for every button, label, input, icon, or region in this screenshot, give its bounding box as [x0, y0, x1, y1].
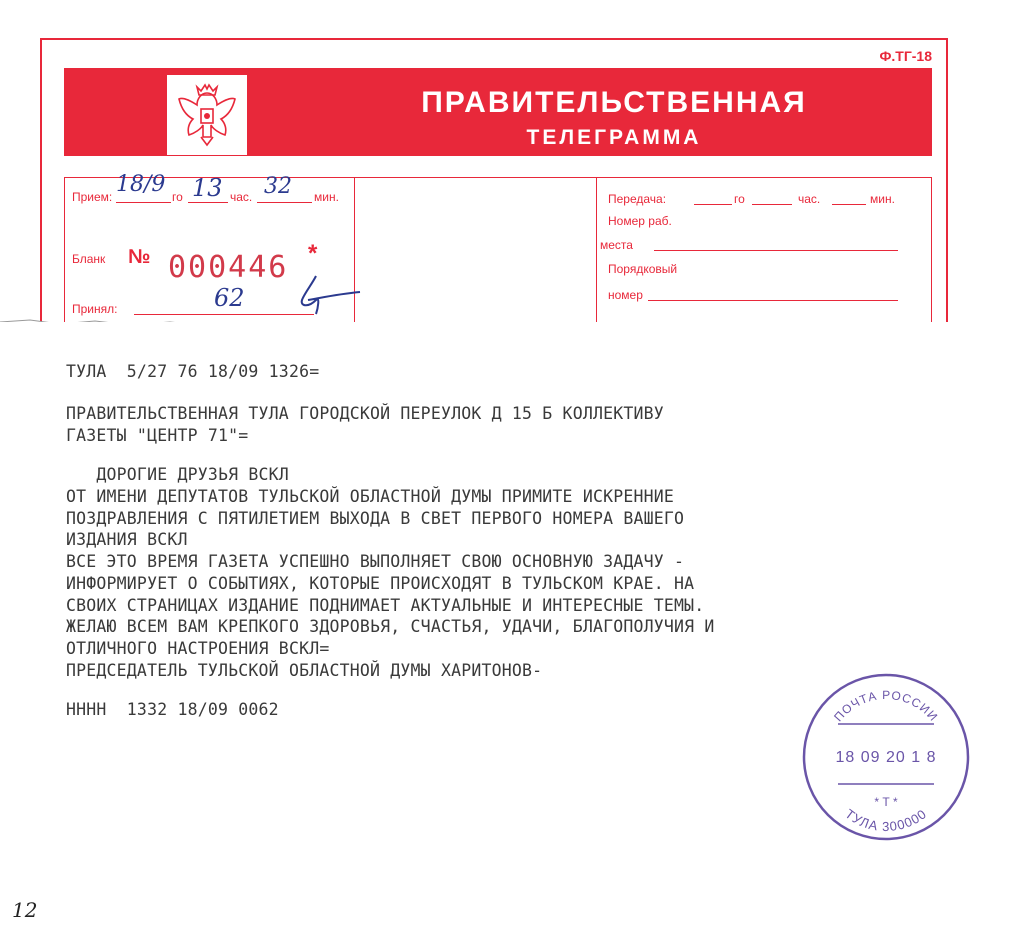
peredacha-go-label: го	[734, 192, 745, 206]
handwritten-page-number: 12	[12, 898, 38, 922]
telegram-line-body-1: ОТ ИМЕНИ ДЕПУТАТОВ ТУЛЬСКОЙ ОБЛАСТНОЙ ДУМЫ ПРИМИТЕ ИСКРЕННИЕ	[66, 487, 675, 506]
svg-text:ПОЧТА РОССИИ	[831, 688, 941, 724]
mesta-label: места	[600, 238, 633, 252]
telegram-line-body-5: ИНФОРМИРУЕТ О СОБЫТИЯХ, КОТОРЫЕ ПРОИСХОДЯТ В ТУЛЬСКОМ КРАЕ. НА	[66, 574, 695, 593]
form-code: Ф.ТГ-18	[879, 48, 932, 64]
nomer-rab-label: Номер раб.	[608, 214, 672, 228]
stamp-top-text: ПОЧТА РОССИИ	[831, 687, 941, 725]
priem-min-line	[257, 202, 312, 203]
telegram-line-signature: ПРЕДСЕДАТЕЛЬ ТУЛЬСКОЙ ОБЛАСТНОЙ ДУМЫ ХАРИТОНОВ-	[66, 661, 543, 680]
peredacha-label: Передача:	[608, 192, 667, 206]
priem-chas-label: час.	[230, 190, 253, 204]
form-title: ПРАВИТЕЛЬСТВЕННАЯ	[421, 86, 807, 119]
handwritten-priem-date: 18/9	[116, 172, 166, 197]
priem-date-line	[116, 202, 171, 203]
handwritten-priem-min: 32	[264, 174, 292, 199]
telegram-line-address-2: ГАЗЕТЫ "ЦЕНТР 71"=	[66, 426, 249, 445]
telegram-line-body-3: ИЗДАНИЯ ВСКЛ	[66, 530, 188, 549]
priem-go-label: го	[172, 190, 183, 204]
peredacha-date-line	[694, 204, 732, 205]
blank-number: 000446	[168, 250, 289, 285]
stamp-mark: * Т *	[874, 795, 898, 809]
telegram-form-header	[40, 38, 948, 338]
priem-hour-line	[188, 202, 228, 203]
telegram-line-greeting: ДОРОГИЕ ДРУЗЬЯ ВСКЛ	[66, 465, 289, 484]
stamp-bottom-text: ТУЛА 300000	[842, 805, 930, 835]
handwritten-operator-number: 62	[214, 284, 245, 312]
telegram-line-header: ТУЛА 5/27 76 18/09 1326=	[66, 362, 320, 381]
telegram-line-body-4: ВСЕ ЭТО ВРЕМЯ ГАЗЕТА УСПЕШНО ВЫПОЛНЯЕТ СВОЮ ОСНОВНУЮ ЗАДАЧУ -	[66, 552, 685, 571]
number-sign: №	[128, 246, 151, 268]
blank-star: *	[308, 240, 318, 267]
priem-label: Прием:	[72, 190, 113, 204]
peredacha-chas-label: час.	[798, 192, 821, 206]
mesta-line	[654, 250, 898, 251]
peredacha-min-label: мин.	[870, 192, 895, 206]
telegram-line-address-1: ПРАВИТЕЛЬСТВЕННАЯ ТУЛА ГОРОДСКОЙ ПЕРЕУЛОК Д 15 Б КОЛЛЕКТИВУ	[66, 404, 664, 423]
peredacha-min-line	[832, 204, 866, 205]
form-subtitle: ТЕЛЕГРАММА	[526, 126, 702, 149]
telegram-line-body-6: СВОИХ СТРАНИЦАХ ИЗДАНИЕ ПОДНИМАЕТ АКТУАЛЬНЫЕ И ИНТЕРЕСНЫЕ ТЕМЫ.	[66, 596, 705, 615]
handwritten-priem-hour: 13	[192, 174, 223, 202]
nomer-label: номер	[608, 288, 643, 302]
svg-text:ТУЛА 300000	[842, 806, 929, 834]
telegram-line-body-8: ОТЛИЧНОГО НАСТРОЕНИЯ ВСКЛ=	[66, 639, 330, 658]
stamp-date: 18 09 20 1 8	[835, 749, 937, 766]
postal-stamp	[800, 672, 972, 842]
telegram-line-body-2: ПОЗДРАВЛЕНИЯ С ПЯТИЛЕТИЕМ ВЫХОДА В СВЕТ ПЕРВОГО НОМЕРА ВАШЕГО	[66, 509, 685, 528]
poryadkovy-label: Порядковый	[608, 262, 678, 276]
blank-label: Бланк	[72, 252, 106, 266]
telegram-line-footer: НННН 1332 18/09 0062	[66, 700, 279, 719]
peredacha-hour-line	[752, 204, 792, 205]
priem-min-label: мин.	[314, 190, 339, 204]
prinyal-label: Принял:	[72, 302, 118, 316]
russian-coat-of-arms-icon	[166, 74, 248, 156]
telegram-line-body-7: ЖЕЛАЮ ВСЕМ ВАМ КРЕПКОГО ЗДОРОВЬЯ, СЧАСТЬЯ, УДАЧИ, БЛАГОПОЛУЧИЯ И	[66, 617, 715, 636]
